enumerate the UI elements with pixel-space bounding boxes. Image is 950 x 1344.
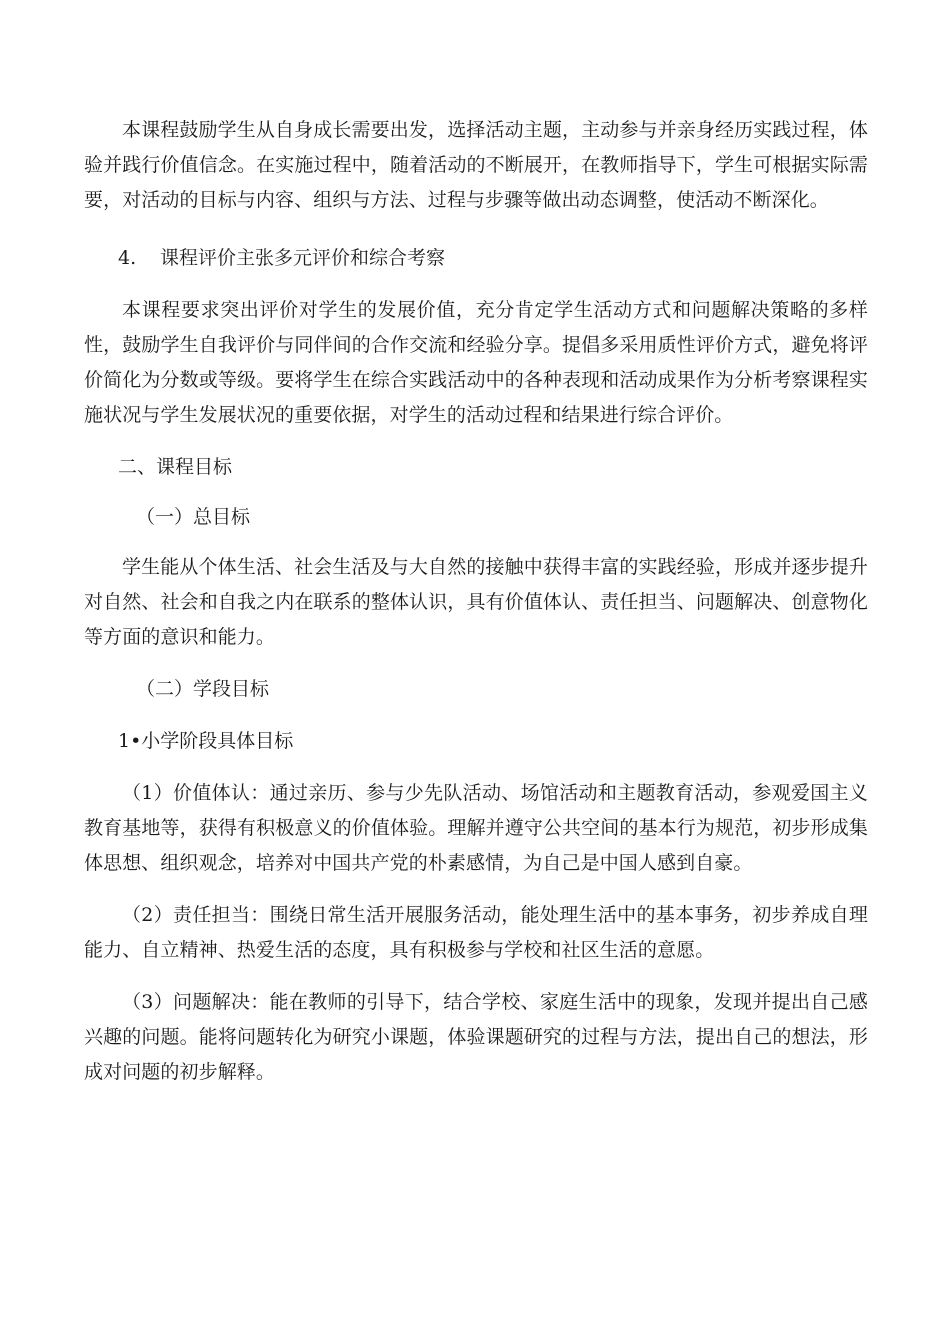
list-item-problem-solving: （3）问题解决：能在教师的引导下，结合学校、家庭生活中的现象，发现并提出自己感兴趣的问题。能将问题转化为研究小课题，体验课题研究的过程与方法，提出自己的想法，形成对问题的初步解释。 (84, 991, 868, 1083)
subheading-overall-goal: （一）总目标 (136, 506, 251, 528)
heading-course-evaluation (84, 241, 868, 276)
subheading-stage-goals: （二）学段目标 (136, 678, 270, 700)
paragraph-overall-goal: 学生能从个体生活、社会生活及与大自然的接触中获得丰富的实践经验，形成并逐步提升对自然、社会和自我之内在联系的整体认识，具有价值体认、责任担当、问题解决、创意物化等方面的意识和能力。 (84, 556, 868, 648)
list-item-responsibility: （2）责任担当：围绕日常生活开展服务活动，能处理生活中的基本事务，初步养成自理能力、自立精神、热爱生活的态度，具有积极参与学校和社区生活的意愿。 (84, 904, 868, 961)
heading-number: 4. (118, 247, 137, 269)
paragraph-course-activity: 本课程鼓励学生从自身成长需要出发，选择活动主题，主动参与并亲身经历实践过程，体验并践行价值信念。在实施过程中，随着活动的不断展开，在教师指导下，学生可根据实际需要，对活动的目标与内容、组织与方法、过程与步骤等做出动态调整，使活动不断深化。 (84, 119, 868, 211)
section-heading-course-goals: 二、课程目标 (118, 456, 233, 478)
list-item-value-recognition: （1）价值体认：通过亲历、参与少先队活动、场馆活动和主题教育活动，参观爱国主义教育基地等，获得有积极意义的价值体验。理解并遵守公共空间的基本行为规范，初步形成集体思想、组织观念，培养对中国共产党的朴素感情，为自己是中国人感到自豪。 (84, 782, 868, 874)
paragraph-evaluation: 本课程要求突出评价对学生的发展价值，充分肯定学生活动方式和问题解决策略的多样性，鼓励学生自我评价与同伴间的合作交流和经验分享。提倡多采用质性评价方式，避免将评价简化为分数或等级。要将学生在综合实践活动中的各种表现和活动成果作为分析考察课程实施状况与学生发展状况的重要依据，对学生的活动过程和结果进行综合评价。 (84, 299, 868, 426)
heading-primary-school-goals: 1•小学阶段具体目标 (118, 730, 294, 752)
heading-text: 课程评价主张多元评价和综合考察 (160, 247, 446, 269)
